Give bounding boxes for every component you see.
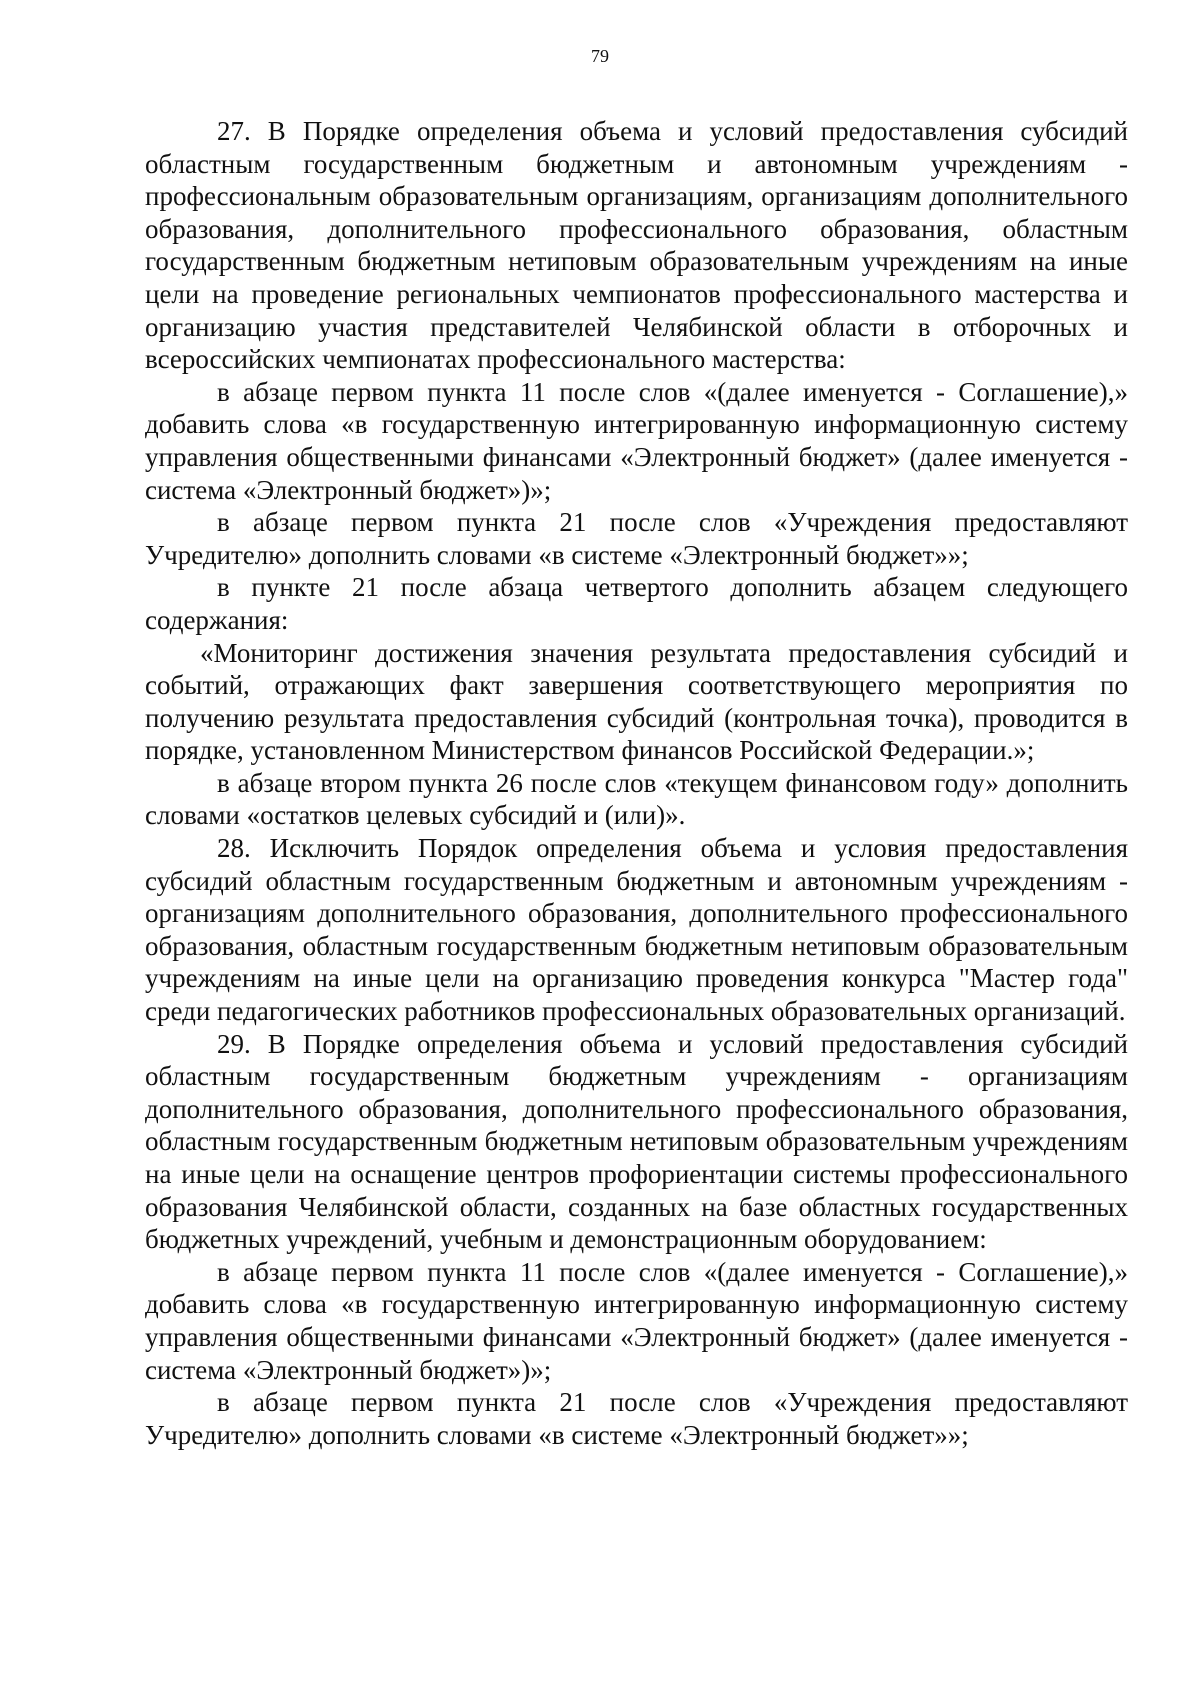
item-29-paragraph: 29. В Порядке определения объема и условий предоставления субсидий областным государственным бюджетным учреждениям - организациям дополнительного образования, дополнительного профессионального образования, областным государственным бюджетным нетиповым образовательным учреждениям на иные цели на оснащение центров профориентации системы профессионального образования Челябинской области, созданных на базе областных государственных бюджетных учреждений, учебным и демонстрационным оборудованием: — [145, 1028, 1128, 1255]
page-number: 79 — [591, 46, 609, 66]
amendment-paragraph: в абзаце первом пункта 11 после слов «(далее именуется - Соглашение),» добавить слова «в государственную интегрированную информационную систему управления общественными финансами «Электронный бюджет» (далее именуется - система «Электронный бюджет»)»; — [145, 1256, 1128, 1385]
amendment-paragraph: в абзаце втором пункта 26 после слов «текущем финансовом году» дополнить словами «остатков целевых субсидий и (или)». — [145, 767, 1128, 831]
amendment-paragraph: в абзаце первом пункта 11 после слов «(далее именуется - Соглашение),» добавить слова «в государственную интегрированную информационную систему управления общественными финансами «Электронный бюджет» (далее именуется - система «Электронный бюджет»)»; — [145, 376, 1128, 505]
amendment-paragraph: в абзаце первом пункта 21 после слов «Учреждения предоставляют Учредителю» дополнить словами «в системе «Электронный бюджет»»; — [145, 1387, 1128, 1450]
quoted-insertion-paragraph: «Мониторинг достижения значения результата предоставления субсидий и событий, отражающих факт завершения соответствующего мероприятия по получению результата предоставления субсидий (контрольная точка), проводится в порядке, установленном Министерством финансов Российской Федерации.»; — [145, 637, 1128, 766]
item-28-paragraph: 28. Исключить Порядок определения объема и условия предоставления субсидий областным государственным бюджетным и автономным учреждениям - организациям дополнительного образования, дополнительного профессионального образования, областным государственным бюджетным нетиповым образовательным учреждениям на иные цели на организацию проведения конкурса "Мастер года" среди педагогических работников профессиональных образовательных организаций. — [145, 833, 1128, 1027]
amendment-paragraph: в абзаце первом пункта 21 после слов «Учреждения предоставляют Учредителю» дополнить словами «в системе «Электронный бюджет»»; — [145, 507, 1128, 570]
item-27-paragraph: 27. В Порядке определения объема и условий предоставления субсидий областным государственным бюджетным и автономным учреждениям - профессиональным образовательным организациям, организациям дополнительного образования, дополнительного профессионального образования, областным государственным бюджетным нетиповым образовательным учреждениям на иные цели на проведение региональных чемпионатов профессионального мастерства и организацию участия представителей Челябинской области в отборочных и всероссийских чемпионатах профессионального мастерства: — [145, 116, 1128, 375]
amendment-paragraph: в пункте 21 после абзаца четвертого дополнить абзацем следующего содержания: — [145, 572, 1128, 635]
document-body — [145, 115, 1128, 1451]
